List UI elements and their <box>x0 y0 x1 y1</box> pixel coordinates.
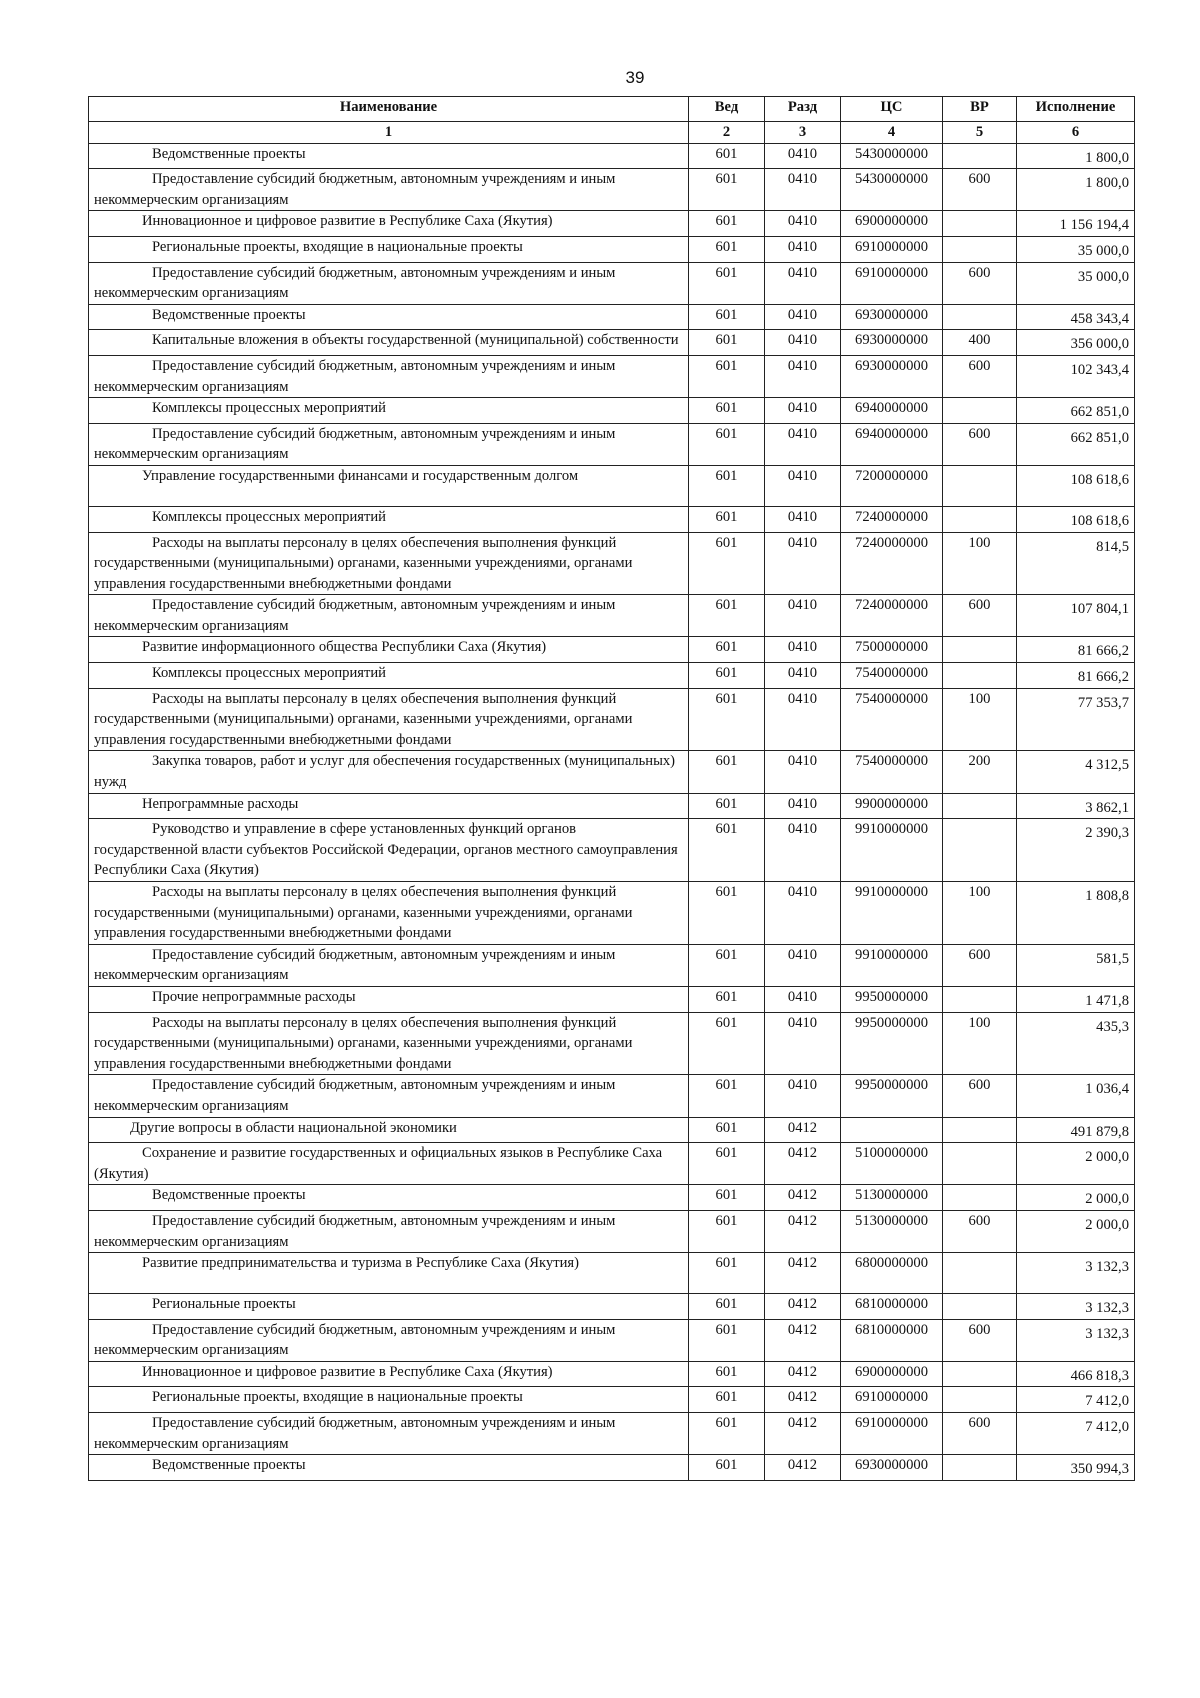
budget-table <box>88 96 1135 1481</box>
cell-ispolnenie: 77 353,7 <box>1017 688 1135 751</box>
header-ispolnenie: Исполнение <box>1017 97 1135 122</box>
cell-cs: 6930000000 <box>841 330 943 356</box>
cell-cs: 7240000000 <box>841 506 943 532</box>
cell-razd: 0412 <box>765 1294 841 1320</box>
cell-vr <box>943 1455 1017 1481</box>
table-row <box>89 1319 1135 1361</box>
cell-ispolnenie: 3 132,3 <box>1017 1319 1135 1361</box>
cell-name: Расходы на выплаты персоналу в целях обеспечения выполнения функций государственными (муниципальными) органами, казенными учреждениями, органами управления государственными внебюджетными фондами <box>89 532 689 595</box>
column-number: 3 <box>765 122 841 144</box>
cell-cs: 7540000000 <box>841 688 943 751</box>
cell-vr <box>943 143 1017 169</box>
cell-ispolnenie: 7 412,0 <box>1017 1387 1135 1413</box>
cell-ispolnenie: 3 862,1 <box>1017 793 1135 819</box>
cell-ispolnenie: 1 471,8 <box>1017 986 1135 1012</box>
cell-razd: 0410 <box>765 398 841 424</box>
table-row <box>89 944 1135 986</box>
cell-razd: 0412 <box>765 1319 841 1361</box>
column-number-row <box>89 122 1135 144</box>
cell-ispolnenie: 1 156 194,4 <box>1017 211 1135 237</box>
cell-ved: 601 <box>689 398 765 424</box>
cell-ved: 601 <box>689 1413 765 1455</box>
cell-razd: 0410 <box>765 423 841 465</box>
cell-vr: 600 <box>943 262 1017 304</box>
cell-cs: 6800000000 <box>841 1253 943 1294</box>
cell-cs: 9910000000 <box>841 819 943 882</box>
table-row <box>89 169 1135 211</box>
header-vr: ВР <box>943 97 1017 122</box>
cell-ispolnenie: 2 000,0 <box>1017 1210 1135 1252</box>
cell-ispolnenie: 35 000,0 <box>1017 262 1135 304</box>
cell-name: Закупка товаров, работ и услуг для обеспечения государственных (муниципальных) нужд <box>89 751 689 793</box>
cell-cs: 6810000000 <box>841 1319 943 1361</box>
cell-razd: 0412 <box>765 1387 841 1413</box>
cell-ispolnenie: 662 851,0 <box>1017 398 1135 424</box>
cell-vr <box>943 793 1017 819</box>
cell-name: Другие вопросы в области национальной экономики <box>89 1117 689 1143</box>
cell-name: Предоставление субсидий бюджетным, автономным учреждениям и иным некоммерческим организациям <box>89 1210 689 1252</box>
table-row <box>89 1294 1135 1320</box>
cell-ved: 601 <box>689 532 765 595</box>
cell-name: Ведомственные проекты <box>89 304 689 330</box>
cell-razd: 0410 <box>765 355 841 397</box>
cell-name: Прочие непрограммные расходы <box>89 986 689 1012</box>
cell-ispolnenie: 350 994,3 <box>1017 1455 1135 1481</box>
cell-vr <box>943 1185 1017 1211</box>
cell-ispolnenie: 2 000,0 <box>1017 1143 1135 1185</box>
cell-name: Комплексы процессных мероприятий <box>89 663 689 689</box>
cell-razd: 0410 <box>765 211 841 237</box>
header-name: Наименование <box>89 97 689 122</box>
cell-ispolnenie: 1 036,4 <box>1017 1075 1135 1117</box>
table-row <box>89 355 1135 397</box>
table-row <box>89 637 1135 663</box>
cell-ved: 601 <box>689 688 765 751</box>
cell-ispolnenie: 102 343,4 <box>1017 355 1135 397</box>
header-ved: Вед <box>689 97 765 122</box>
cell-razd: 0410 <box>765 882 841 945</box>
cell-vr <box>943 304 1017 330</box>
table-row <box>89 663 1135 689</box>
cell-ispolnenie: 35 000,0 <box>1017 236 1135 262</box>
table-row <box>89 1185 1135 1211</box>
cell-razd: 0410 <box>765 143 841 169</box>
cell-razd: 0410 <box>765 465 841 506</box>
cell-ved: 601 <box>689 1387 765 1413</box>
cell-ispolnenie: 458 343,4 <box>1017 304 1135 330</box>
cell-ispolnenie: 1 808,8 <box>1017 882 1135 945</box>
cell-ved: 601 <box>689 1253 765 1294</box>
cell-name: Капитальные вложения в объекты государственной (муниципальной) собственности <box>89 330 689 356</box>
cell-razd: 0410 <box>765 330 841 356</box>
cell-ved: 601 <box>689 1117 765 1143</box>
cell-name: Комплексы процессных мероприятий <box>89 398 689 424</box>
cell-ved: 601 <box>689 1455 765 1481</box>
cell-name: Предоставление субсидий бюджетным, автономным учреждениям и иным некоммерческим организациям <box>89 944 689 986</box>
table-row <box>89 465 1135 506</box>
cell-cs: 9900000000 <box>841 793 943 819</box>
page-number: 39 <box>625 68 645 87</box>
cell-name: Комплексы процессных мероприятий <box>89 506 689 532</box>
cell-cs: 6910000000 <box>841 1387 943 1413</box>
cell-ved: 601 <box>689 1361 765 1387</box>
cell-ved: 601 <box>689 663 765 689</box>
cell-ved: 601 <box>689 211 765 237</box>
cell-vr: 600 <box>943 423 1017 465</box>
column-number: 6 <box>1017 122 1135 144</box>
cell-cs: 9950000000 <box>841 986 943 1012</box>
table-row <box>89 751 1135 793</box>
cell-razd: 0410 <box>765 751 841 793</box>
cell-ispolnenie: 2 000,0 <box>1017 1185 1135 1211</box>
cell-vr <box>943 819 1017 882</box>
cell-ved: 601 <box>689 986 765 1012</box>
cell-ved: 601 <box>689 423 765 465</box>
cell-ispolnenie: 491 879,8 <box>1017 1117 1135 1143</box>
cell-razd: 0412 <box>765 1117 841 1143</box>
table-row <box>89 423 1135 465</box>
cell-razd: 0410 <box>765 637 841 663</box>
cell-name: Предоставление субсидий бюджетным, автономным учреждениям и иным некоммерческим организациям <box>89 1075 689 1117</box>
cell-vr: 600 <box>943 1319 1017 1361</box>
cell-name: Предоставление субсидий бюджетным, автономным учреждениям и иным некоммерческим организациям <box>89 1319 689 1361</box>
cell-name: Ведомственные проекты <box>89 1185 689 1211</box>
cell-razd: 0410 <box>765 819 841 882</box>
table-row <box>89 1210 1135 1252</box>
table-row <box>89 1143 1135 1185</box>
cell-name: Предоставление субсидий бюджетным, автономным учреждениям и иным некоммерческим организациям <box>89 262 689 304</box>
cell-vr: 600 <box>943 1210 1017 1252</box>
cell-vr: 600 <box>943 355 1017 397</box>
table-row <box>89 1075 1135 1117</box>
cell-ispolnenie: 107 804,1 <box>1017 595 1135 637</box>
cell-vr <box>943 506 1017 532</box>
cell-ispolnenie: 3 132,3 <box>1017 1253 1135 1294</box>
cell-razd: 0410 <box>765 506 841 532</box>
cell-cs: 6900000000 <box>841 211 943 237</box>
cell-name: Непрограммные расходы <box>89 793 689 819</box>
cell-razd: 0410 <box>765 304 841 330</box>
cell-name: Управление государственными финансами и государственным долгом <box>89 465 689 506</box>
cell-name: Руководство и управление в сфере установленных функций органов государственной власти субъектов Российской Федерации, органов местного самоуправления Республики Саха (Якутия) <box>89 819 689 882</box>
cell-razd: 0410 <box>765 236 841 262</box>
cell-ispolnenie: 814,5 <box>1017 532 1135 595</box>
column-number: 4 <box>841 122 943 144</box>
cell-razd: 0410 <box>765 595 841 637</box>
cell-razd: 0410 <box>765 169 841 211</box>
cell-cs: 6940000000 <box>841 423 943 465</box>
cell-ispolnenie: 1 800,0 <box>1017 143 1135 169</box>
cell-razd: 0410 <box>765 793 841 819</box>
cell-razd: 0412 <box>765 1361 841 1387</box>
cell-name: Предоставление субсидий бюджетным, автономным учреждениям и иным некоммерческим организациям <box>89 169 689 211</box>
cell-razd: 0410 <box>765 1075 841 1117</box>
cell-ved: 601 <box>689 819 765 882</box>
cell-ved: 601 <box>689 169 765 211</box>
cell-cs: 5100000000 <box>841 1143 943 1185</box>
table-row <box>89 595 1135 637</box>
cell-vr: 600 <box>943 944 1017 986</box>
cell-razd: 0412 <box>765 1455 841 1481</box>
column-number: 2 <box>689 122 765 144</box>
cell-vr <box>943 1117 1017 1143</box>
cell-vr: 600 <box>943 1413 1017 1455</box>
cell-ved: 601 <box>689 143 765 169</box>
cell-ved: 601 <box>689 330 765 356</box>
cell-vr: 600 <box>943 1075 1017 1117</box>
cell-ved: 601 <box>689 793 765 819</box>
cell-ispolnenie: 662 851,0 <box>1017 423 1135 465</box>
table-row <box>89 1012 1135 1075</box>
cell-cs: 7200000000 <box>841 465 943 506</box>
cell-name: Предоставление субсидий бюджетным, автономным учреждениям и иным некоммерческим организациям <box>89 423 689 465</box>
cell-ispolnenie: 108 618,6 <box>1017 506 1135 532</box>
cell-name: Региональные проекты, входящие в национальные проекты <box>89 236 689 262</box>
cell-ved: 601 <box>689 637 765 663</box>
cell-cs: 6810000000 <box>841 1294 943 1320</box>
cell-name: Ведомственные проекты <box>89 143 689 169</box>
cell-razd: 0410 <box>765 986 841 1012</box>
cell-ved: 601 <box>689 506 765 532</box>
column-number: 5 <box>943 122 1017 144</box>
cell-ispolnenie: 3 132,3 <box>1017 1294 1135 1320</box>
table-row <box>89 1387 1135 1413</box>
table-row <box>89 211 1135 237</box>
cell-name: Региональные проекты <box>89 1294 689 1320</box>
cell-cs: 7240000000 <box>841 532 943 595</box>
cell-name: Развитие информационного общества Республики Саха (Якутия) <box>89 637 689 663</box>
cell-ispolnenie: 581,5 <box>1017 944 1135 986</box>
cell-vr <box>943 465 1017 506</box>
cell-ispolnenie: 1 800,0 <box>1017 169 1135 211</box>
cell-cs: 6910000000 <box>841 1413 943 1455</box>
cell-ved: 601 <box>689 1210 765 1252</box>
cell-ispolnenie: 435,3 <box>1017 1012 1135 1075</box>
cell-cs: 5130000000 <box>841 1185 943 1211</box>
cell-ispolnenie: 81 666,2 <box>1017 663 1135 689</box>
cell-cs: 6930000000 <box>841 355 943 397</box>
cell-razd: 0410 <box>765 262 841 304</box>
cell-vr <box>943 1294 1017 1320</box>
cell-ispolnenie: 4 312,5 <box>1017 751 1135 793</box>
table-body <box>89 143 1135 1480</box>
cell-ispolnenie: 108 618,6 <box>1017 465 1135 506</box>
cell-cs: 9950000000 <box>841 1075 943 1117</box>
cell-name: Региональные проекты, входящие в национальные проекты <box>89 1387 689 1413</box>
cell-cs: 9910000000 <box>841 882 943 945</box>
cell-ved: 601 <box>689 1012 765 1075</box>
cell-cs: 7540000000 <box>841 751 943 793</box>
cell-cs: 6900000000 <box>841 1361 943 1387</box>
cell-ved: 601 <box>689 1185 765 1211</box>
cell-name: Инновационное и цифровое развитие в Республике Саха (Якутия) <box>89 211 689 237</box>
cell-razd: 0412 <box>765 1143 841 1185</box>
cell-name: Расходы на выплаты персоналу в целях обеспечения выполнения функций государственными (муниципальными) органами, казенными учреждениями, органами управления государственными внебюджетными фондами <box>89 688 689 751</box>
cell-cs: 6910000000 <box>841 262 943 304</box>
cell-cs: 9950000000 <box>841 1012 943 1075</box>
cell-vr <box>943 986 1017 1012</box>
table-row <box>89 793 1135 819</box>
table-row <box>89 506 1135 532</box>
cell-cs: 6940000000 <box>841 398 943 424</box>
table-row <box>89 532 1135 595</box>
table-row <box>89 882 1135 945</box>
cell-vr: 200 <box>943 751 1017 793</box>
cell-cs: 5430000000 <box>841 169 943 211</box>
cell-cs: 5430000000 <box>841 143 943 169</box>
cell-ved: 601 <box>689 882 765 945</box>
cell-cs: 6930000000 <box>841 304 943 330</box>
table-row <box>89 330 1135 356</box>
cell-ved: 601 <box>689 304 765 330</box>
cell-razd: 0412 <box>765 1185 841 1211</box>
cell-cs <box>841 1117 943 1143</box>
cell-razd: 0410 <box>765 944 841 986</box>
cell-razd: 0412 <box>765 1253 841 1294</box>
table-row <box>89 304 1135 330</box>
cell-vr <box>943 1253 1017 1294</box>
cell-cs: 7540000000 <box>841 663 943 689</box>
table-row <box>89 1455 1135 1481</box>
cell-razd: 0412 <box>765 1210 841 1252</box>
cell-razd: 0410 <box>765 688 841 751</box>
cell-name: Расходы на выплаты персоналу в целях обеспечения выполнения функций государственными (муниципальными) органами, казенными учреждениями, органами управления государственными внебюджетными фондами <box>89 882 689 945</box>
cell-name: Предоставление субсидий бюджетным, автономным учреждениям и иным некоммерческим организациям <box>89 595 689 637</box>
table-row <box>89 819 1135 882</box>
cell-ispolnenie: 2 390,3 <box>1017 819 1135 882</box>
cell-cs: 5130000000 <box>841 1210 943 1252</box>
cell-vr: 100 <box>943 688 1017 751</box>
cell-ispolnenie: 466 818,3 <box>1017 1361 1135 1387</box>
cell-cs: 6910000000 <box>841 236 943 262</box>
cell-razd: 0410 <box>765 1012 841 1075</box>
cell-vr: 600 <box>943 169 1017 211</box>
table-row <box>89 236 1135 262</box>
cell-name: Развитие предпринимательства и туризма в Республике Саха (Якутия) <box>89 1253 689 1294</box>
cell-ved: 601 <box>689 236 765 262</box>
cell-ispolnenie: 81 666,2 <box>1017 637 1135 663</box>
cell-vr <box>943 663 1017 689</box>
cell-vr <box>943 637 1017 663</box>
cell-cs: 9910000000 <box>841 944 943 986</box>
cell-cs: 7500000000 <box>841 637 943 663</box>
table-row <box>89 143 1135 169</box>
table-row <box>89 1117 1135 1143</box>
cell-razd: 0412 <box>765 1413 841 1455</box>
table-row <box>89 688 1135 751</box>
cell-vr: 100 <box>943 532 1017 595</box>
cell-razd: 0410 <box>765 532 841 595</box>
cell-name: Предоставление субсидий бюджетным, автономным учреждениям и иным некоммерческим организациям <box>89 355 689 397</box>
header-razd: Разд <box>765 97 841 122</box>
header-cs: ЦС <box>841 97 943 122</box>
cell-vr: 100 <box>943 1012 1017 1075</box>
cell-ved: 601 <box>689 262 765 304</box>
cell-ispolnenie: 356 000,0 <box>1017 330 1135 356</box>
cell-vr: 100 <box>943 882 1017 945</box>
cell-name: Ведомственные проекты <box>89 1455 689 1481</box>
cell-ispolnenie: 7 412,0 <box>1017 1413 1135 1455</box>
cell-vr <box>943 236 1017 262</box>
cell-vr <box>943 1361 1017 1387</box>
table-row <box>89 1253 1135 1294</box>
cell-vr <box>943 1143 1017 1185</box>
cell-ved: 601 <box>689 355 765 397</box>
cell-ved: 601 <box>689 1143 765 1185</box>
cell-name: Сохранение и развитие государственных и официальных языков в Республике Саха (Якутия) <box>89 1143 689 1185</box>
column-number: 1 <box>89 122 689 144</box>
cell-vr <box>943 398 1017 424</box>
cell-ved: 601 <box>689 1319 765 1361</box>
cell-name: Расходы на выплаты персоналу в целях обеспечения выполнения функций государственными (муниципальными) органами, казенными учреждениями, органами управления государственными внебюджетными фондами <box>89 1012 689 1075</box>
cell-vr <box>943 211 1017 237</box>
cell-ved: 601 <box>689 1075 765 1117</box>
cell-razd: 0410 <box>765 663 841 689</box>
table-row <box>89 398 1135 424</box>
table-row <box>89 1413 1135 1455</box>
cell-vr: 600 <box>943 595 1017 637</box>
cell-name: Предоставление субсидий бюджетным, автономным учреждениям и иным некоммерческим организациям <box>89 1413 689 1455</box>
cell-name: Инновационное и цифровое развитие в Республике Саха (Якутия) <box>89 1361 689 1387</box>
table-row <box>89 262 1135 304</box>
cell-ved: 601 <box>689 944 765 986</box>
cell-vr: 400 <box>943 330 1017 356</box>
cell-vr <box>943 1387 1017 1413</box>
table-row <box>89 1361 1135 1387</box>
cell-ved: 601 <box>689 465 765 506</box>
cell-ved: 601 <box>689 1294 765 1320</box>
cell-cs: 6930000000 <box>841 1455 943 1481</box>
header-row <box>89 97 1135 122</box>
cell-ved: 601 <box>689 595 765 637</box>
table-row <box>89 986 1135 1012</box>
cell-ved: 601 <box>689 751 765 793</box>
cell-cs: 7240000000 <box>841 595 943 637</box>
